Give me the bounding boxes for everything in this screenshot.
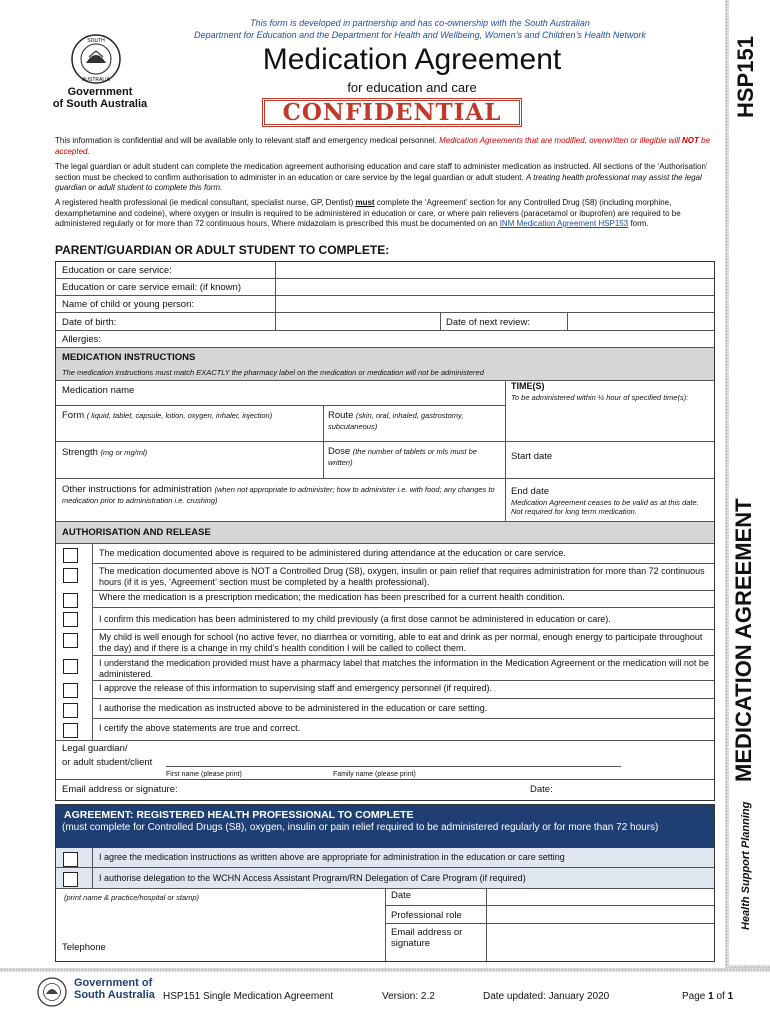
row-divider	[56, 441, 714, 442]
child-name-input[interactable]	[277, 297, 713, 311]
label-date-of-birth: Date of birth:	[62, 317, 117, 328]
row-divider	[385, 923, 714, 924]
label-strength: Strength	[62, 447, 98, 458]
other-instructions-label	[62, 484, 500, 506]
label-route: Route	[328, 410, 354, 421]
auth-checkbox-8[interactable]	[63, 703, 78, 718]
page-num: 1	[708, 991, 714, 1002]
agreement-checkbox-2[interactable]	[63, 872, 78, 887]
auth-item-5: My child is well enough for school (no active fever, no diarrhea or vomiting, able to eat and drink as per normal, enough energy to participate throughout the day) and if there is a change in my child’s health condition I will be called to collect them.	[99, 632, 703, 653]
auth-item-9: I certify the above statements are true and correct.	[99, 723, 301, 733]
row-divider	[92, 629, 714, 630]
label-education-service: Education or care service:	[62, 265, 172, 276]
label-email-signature: Email address or signature:	[62, 784, 178, 795]
row-divider	[56, 380, 714, 381]
label-date: Date:	[530, 784, 553, 795]
row-divider	[92, 590, 714, 591]
med-instructions-note: The medication instructions must match EXACTLY the pharmacy label on the medication or medication will not be administered	[62, 368, 484, 377]
label-professional-role: Professional role	[391, 910, 462, 921]
strength-field-label	[62, 447, 320, 458]
col-divider	[567, 312, 568, 330]
label-start-date: Start date	[511, 451, 553, 462]
auth-item-8: I authorise the medication as instructed above to be administered in the education or care setting.	[99, 703, 488, 713]
agreement-date-input[interactable]	[488, 889, 713, 904]
health-professional-name-input[interactable]	[57, 905, 383, 960]
intro-p3-a: A registered health professional (ie medical consultant, specialist nurse, GP, Dentist)	[55, 198, 354, 207]
label-telephone: Telephone	[62, 942, 106, 953]
next-review-input[interactable]	[569, 314, 713, 329]
label-adult-student: or adult student/client	[62, 757, 153, 768]
label-child-name: Name of child or young person:	[62, 299, 195, 310]
times-input[interactable]	[507, 415, 713, 440]
page-prefix: Page	[682, 991, 706, 1002]
strength-note: (mg or mg/ml)	[100, 448, 148, 457]
service-email-input[interactable]	[277, 280, 713, 294]
intro-p3-c: form.	[630, 219, 649, 228]
row-divider	[56, 295, 714, 296]
parent-section-heading: PARENT/GUARDIAN OR ADULT STUDENT TO COMPLETE:	[55, 243, 390, 257]
auth-item-3: Where the medication is a prescription medication; the medication has been prescribed for a current health condition.	[99, 592, 565, 602]
intro-p1-a: This information is confidential and will be available only to relevant staff and emergency medical personnel.	[55, 136, 437, 145]
agreement-signature-input[interactable]	[488, 925, 713, 960]
row-divider	[92, 680, 714, 681]
row-divider	[56, 740, 714, 741]
intro-paragraph-2	[55, 162, 715, 194]
agreement-item-1: I agree the medication instructions as written above are appropriate for administration in the education or care setting	[99, 852, 565, 862]
row-divider	[92, 607, 714, 608]
professional-role-input[interactable]	[488, 906, 713, 922]
footer-version: Version: 2.2	[382, 991, 435, 1002]
govt-line1: Government	[67, 86, 133, 98]
top-notice-line1: This form is developed in partnership and has co-ownership with the South Australian	[250, 18, 590, 28]
government-wordmark	[50, 86, 150, 110]
auth-checkbox-2[interactable]	[63, 568, 78, 583]
label-dose: Dose	[328, 446, 351, 457]
confidential-stamp: CONFIDENTIAL	[262, 98, 522, 127]
family-name-input[interactable]	[330, 752, 620, 766]
form-note: ( liquid, tablet, capsule, lotion, oxygen, inhaler, injection)	[86, 411, 273, 420]
agreement-checkbox-1[interactable]	[63, 852, 78, 867]
svg-text:AUSTRALIA: AUSTRALIA	[82, 77, 110, 83]
label-service-email: Education or care service email: (if known)	[62, 282, 241, 293]
intro-p1-b: Medication Agreements that are modified, overwritten or illegible will	[439, 136, 680, 145]
med-instructions-heading: MEDICATION INSTRUCTIONS	[62, 352, 196, 363]
footer-crest-logo	[36, 976, 68, 1008]
col-divider	[385, 888, 386, 961]
family-name-hint: Family name (please print)	[333, 771, 416, 778]
authorisation-heading: AUTHORISATION AND RELEASE	[62, 527, 211, 538]
label-other-instructions: Other instructions for administration	[62, 484, 212, 495]
auth-checkbox-4[interactable]	[63, 612, 78, 627]
intro-p3-must: must	[355, 198, 375, 207]
col-divider	[92, 543, 93, 740]
auth-checkbox-9[interactable]	[63, 723, 78, 738]
intro-p2-b: A treating health professional may assist the legal guardian or adult student to complete this form.	[55, 172, 702, 192]
row-divider	[56, 867, 714, 868]
footer-govt-line2: South Australia	[74, 989, 155, 1001]
label-times: TIME(S)	[511, 381, 545, 391]
row-divider	[92, 655, 714, 656]
medication-name-input[interactable]	[200, 382, 500, 404]
label-allergies: Allergies:	[62, 334, 102, 345]
row-divider	[92, 718, 714, 719]
auth-item-6: I understand the medication provided must have a pharmacy label that matches the information in the Medication Agreement or the medication will not be administered.	[99, 658, 709, 679]
end-date-note: Medication Agreement ceases to be valid as at this date. Not required for long term medication.	[511, 498, 699, 516]
route-note: (skin, oral, inhaled, gastrostomy, subcutaneous)	[328, 411, 464, 431]
svg-text:SOUTH: SOUTH	[87, 38, 105, 44]
auth-item-7: I approve the release of this information to supervising staff and emergency personnel (if required).	[99, 683, 493, 693]
auth-item-4: I confirm this medication has been administered to my child previously (a first dose cannot be administered in education or care).	[99, 614, 611, 624]
auth-checkbox-6[interactable]	[63, 659, 78, 674]
row-divider	[56, 543, 714, 544]
start-date-input[interactable]	[570, 444, 712, 476]
page-title: Medication Agreement	[262, 43, 562, 76]
row-divider	[92, 698, 714, 699]
govt-line2: of South Australia	[52, 98, 148, 110]
row-divider	[56, 405, 505, 406]
dose-field-label	[328, 446, 500, 468]
top-notice-line2: Department for Education and the Department for Health and Wellbeing, Women’s and Children’s Health Network	[194, 29, 646, 40]
label-legal-guardian: Legal guardian/	[62, 743, 128, 754]
col-divider	[92, 848, 93, 888]
page-total: 1	[727, 991, 734, 1002]
intro-p2-a: The legal guardian or adult student can complete the medication agreement authorising education and care staff to administer medication as instructed. All sections of the ‘Authorisation’ section must be checked to confirm authorisation to administer in an education or care service by the legal guardian or adult student.	[55, 162, 708, 182]
form-field-label	[62, 410, 320, 421]
label-next-review: Date of next review:	[446, 317, 530, 328]
government-crest-logo	[62, 33, 130, 85]
allergies-input[interactable]	[120, 331, 713, 346]
side-title-vertical: MEDICATION AGREEMENT	[731, 498, 756, 782]
page-subtitle: for education and care	[347, 80, 477, 95]
first-name-hint: First name (please print)	[166, 771, 242, 778]
label-agreement-email-signature: Email address or signature	[391, 927, 463, 949]
row-divider	[56, 779, 714, 780]
row-divider	[92, 563, 714, 564]
col-divider	[275, 262, 276, 330]
footer-page-number	[682, 991, 733, 1002]
other-instructions-note: (when not appropriate to administer; how to administer i.e. with food; any changes to medication prior to administration i.e. crushing)	[62, 485, 495, 505]
col-divider	[440, 312, 441, 330]
intro-p1-not: NOT	[682, 136, 699, 145]
row-divider	[56, 312, 714, 313]
dose-note: (the number of tablets or mls must be written)	[328, 447, 477, 467]
guardian-signature-input[interactable]	[215, 781, 515, 798]
auth-item-1: The medication documented above is required to be administered during attendance at the education or care service.	[99, 548, 566, 558]
col-divider	[505, 380, 506, 521]
intro-paragraph-1	[55, 136, 715, 157]
auth-item-2: The medication documented above is NOT a Controlled Drug (S8), oxygen, insulin or pain relief that requires administration for more than 72 continuous hours (if it is yes, ‘Agreement’ section must be completed by a health professional).	[99, 566, 705, 587]
auth-checkbox-1[interactable]	[63, 548, 78, 563]
agreement-heading: AGREEMENT: REGISTERED HEALTH PROFESSIONAL TO COMPLETE	[64, 809, 414, 821]
footer-govt-line1: Government of	[74, 977, 153, 989]
guardian-date-input[interactable]	[560, 781, 712, 798]
route-field-label	[328, 410, 500, 432]
footer-doc-name: HSP151 Single Medication Agreement	[163, 991, 334, 1002]
row-divider	[56, 278, 714, 279]
print-name-hint: (print name & practice/hospital or stamp)	[64, 893, 200, 902]
intro-p3-b: complete the ‘Agreement’ section for any Controlled Drug (S8) (including morphine, dexamphetamine and codeine), where oxygen or insulin is required to be administered in education or care, or where pain relievers (paracetamol or ibuprofen) are required to be administered regularly or for more than 72 continuous hours, Where midazolam is prescribed this must be documented on an	[55, 198, 681, 228]
label-agreement-date: Date	[391, 890, 412, 901]
page-of: of	[716, 991, 725, 1002]
guardian-name-line	[166, 766, 621, 767]
col-divider	[486, 888, 487, 961]
label-end-date: End date	[511, 486, 550, 497]
row-divider	[56, 478, 714, 479]
footer-date-updated: Date updated: January 2020	[483, 991, 610, 1002]
inm-agreement-link[interactable]: INM Medication Agreement HSP153	[499, 219, 629, 228]
times-note: To be administered within ½ hour of specified time(s):	[511, 393, 689, 402]
intro-p1-c: be accepted.	[55, 136, 711, 156]
footer-govt-wordmark	[74, 977, 155, 1001]
auth-checkbox-5[interactable]	[63, 633, 78, 648]
side-subtitle-vertical: Health Support Planning	[740, 801, 752, 930]
auth-checkbox-7[interactable]	[63, 683, 78, 698]
top-notice	[150, 18, 690, 41]
label-form: Form	[62, 410, 85, 421]
date-of-birth-input[interactable]	[277, 314, 439, 329]
auth-checkbox-3[interactable]	[63, 593, 78, 608]
intro-paragraph-3	[55, 198, 715, 230]
agreement-item-2: I authorise delegation to the WCHN Access Assistant Program/RN Delegation of Care Program (if required)	[99, 873, 526, 883]
education-service-input[interactable]	[277, 263, 713, 277]
form-code-vertical: HSP151	[733, 36, 758, 118]
agreement-subheading: (must complete for Controlled Drugs (S8), oxygen, insulin or pain relief required to be administered regularly or for more than 72 hours)	[62, 822, 659, 833]
label-medication-name: Medication name	[62, 385, 135, 396]
